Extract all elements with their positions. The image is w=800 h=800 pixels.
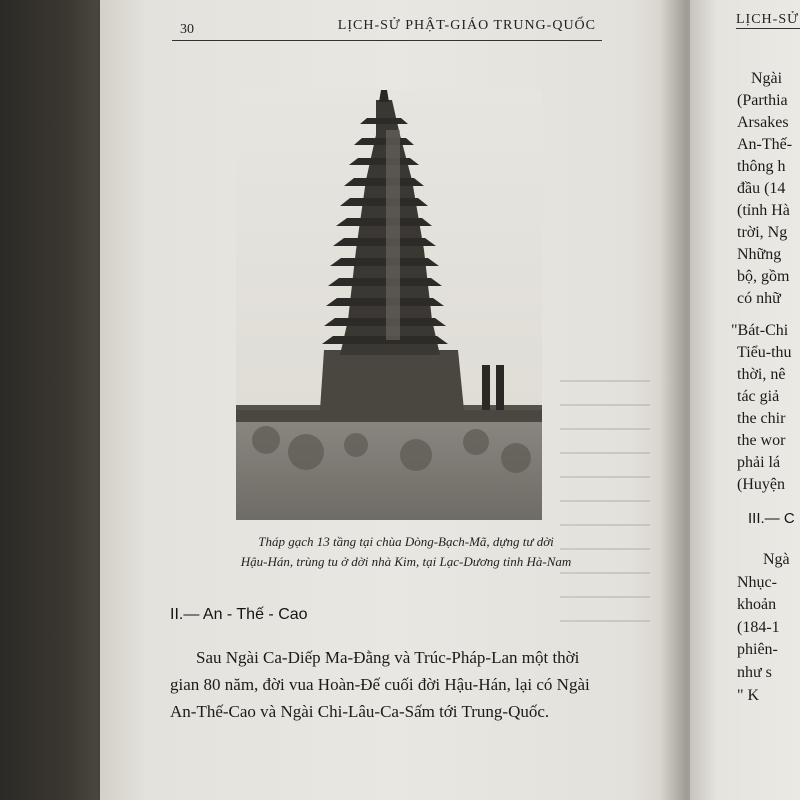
running-head: LỊCH-SỬ PHẬT-GIÁO TRUNG-QUỐC: [337, 18, 596, 33]
right-line: " K: [737, 686, 760, 704]
right-line: phải lá: [737, 454, 781, 471]
right-line: khoản: [737, 596, 777, 614]
right-section-heading: III.— C: [748, 510, 795, 527]
section-heading: II.— An - Thế - Cao: [170, 606, 308, 623]
right-line: (Parthia: [737, 92, 788, 109]
right-line: Ngài: [751, 70, 783, 87]
caption-line-2: Hậu-Hán, trùng tu ở dời nhà Kim, tại Lạc-Dương tỉnh Hà-Nam: [240, 554, 572, 569]
right-line: bộ, gồm: [737, 268, 790, 285]
right-line: An-Thế-: [737, 136, 793, 153]
table-surface: [0, 0, 110, 800]
right-text-mid: [731, 320, 792, 496]
right-line: Tiểu-thu: [737, 344, 792, 361]
right-line: (Huyện: [737, 476, 785, 493]
right-line: thời, nê: [737, 366, 786, 383]
right-line: như s: [737, 663, 772, 681]
right-line: the chir: [737, 410, 786, 427]
right-line: trời, Ng: [737, 224, 788, 241]
body-line-3: An-Thế-Cao và Ngài Chi-Lâu-Ca-Sấm tới Trung-Quốc.: [170, 702, 550, 721]
right-line: tác giả: [737, 388, 780, 405]
right-line: có nhữ: [737, 290, 781, 307]
right-line: (tỉnh Hà: [737, 202, 790, 219]
figure-caption: [196, 532, 616, 572]
caption-line-1: Tháp gạch 13 tầng tại chùa Dòng-Bạch-Mã, dựng tư dời: [258, 534, 554, 549]
bleed-through-lines: [560, 380, 650, 640]
body-line-2: gian 80 năm, đời vua Hoàn-Đế cuối đời Hậu-Hán, lại có Ngài: [170, 675, 590, 694]
right-line: đầu (14: [737, 180, 786, 197]
right-line: Ngà: [763, 551, 790, 568]
right-line: Arsakes: [737, 114, 789, 131]
right-line: Những: [737, 246, 782, 263]
right-text-bottom: [737, 549, 790, 707]
right-line: thông h: [737, 158, 786, 175]
body-line-1: Sau Ngài Ca-Diếp Ma-Đằng và Trúc-Pháp-Lan một thời: [196, 648, 580, 667]
right-line: (184-1: [737, 618, 780, 636]
page-number: 30: [180, 22, 194, 37]
right-line: phiên-: [737, 641, 778, 659]
right-line: the wor: [737, 432, 786, 449]
page-header: [172, 16, 602, 41]
right-text-top: [737, 68, 792, 310]
body-paragraph: [170, 644, 615, 725]
right-line: "Bát-Chi: [731, 322, 789, 339]
pagoda-photograph: [236, 90, 542, 520]
right-running-head: LỊCH-SỬ: [736, 12, 800, 29]
right-line: Nhục-: [737, 573, 777, 591]
